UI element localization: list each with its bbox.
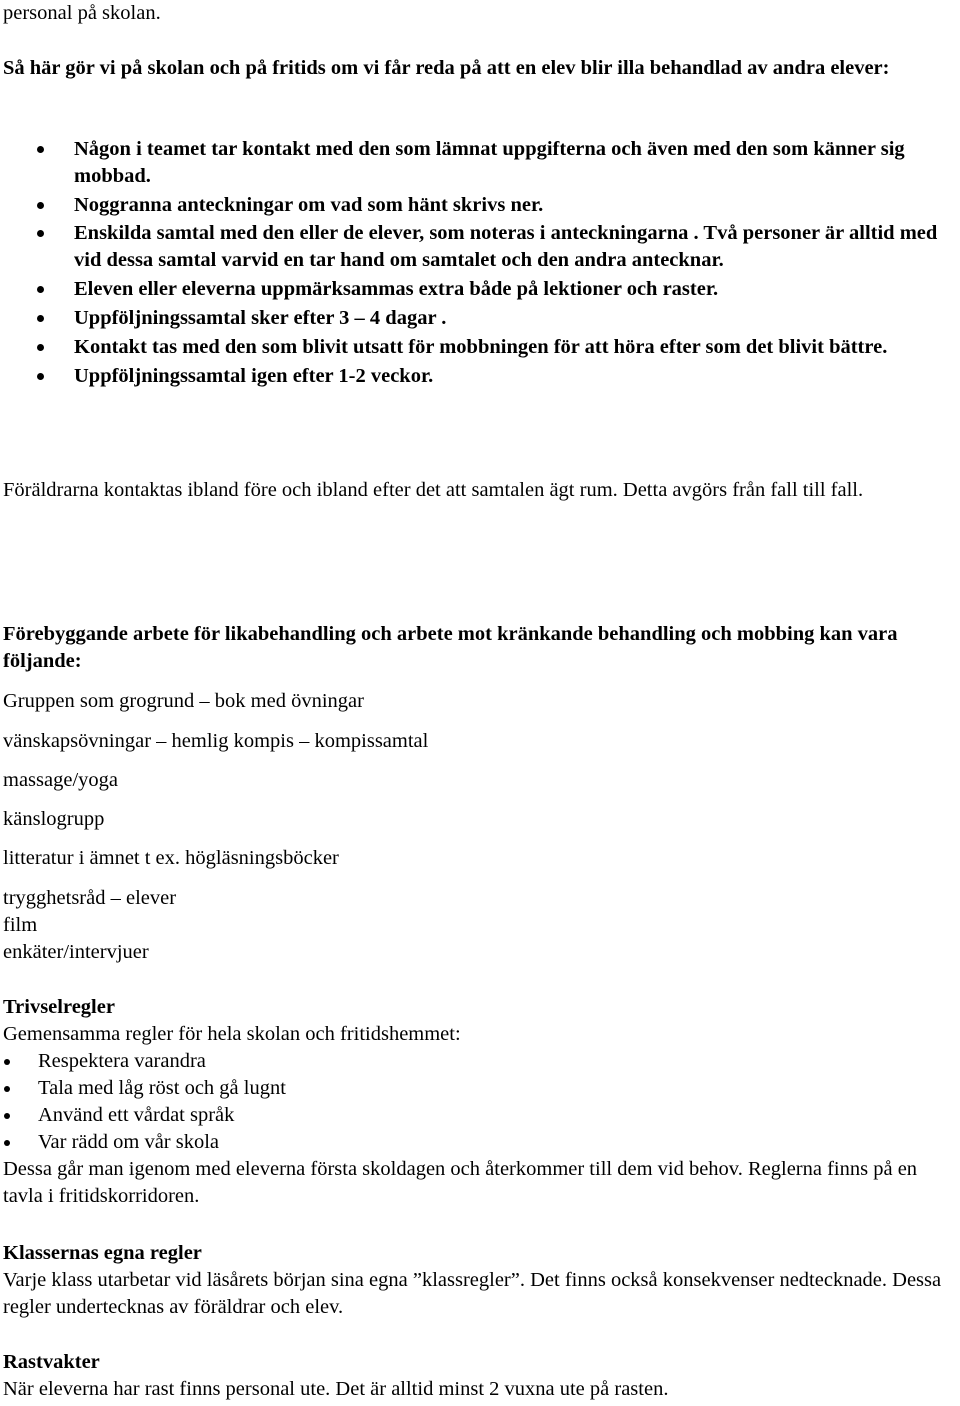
parents-note: Föräldrarna kontaktas ibland före och ibland efter det att samtalen ägt rum. Detta avgörs från fall till fall. xyxy=(3,479,864,501)
list-item xyxy=(3,136,951,190)
bullet-icon xyxy=(4,1059,10,1065)
list-item-text: Enskilda samtal med den eller de elever, som noteras i anteckningarna . Två personer är alltid med vid dessa samtal varvid en tar hand om samtalet och den andra antecknar. xyxy=(74,222,938,271)
list-item-text: Eleven eller eleverna uppmärksammas extra både på lektioner och raster. xyxy=(74,278,719,300)
rast-text: När eleverna har rast finns personal ute. Det är alltid minst 2 vuxna ute på rasten. xyxy=(3,1378,669,1400)
trivsel-heading: Trivselregler xyxy=(3,996,115,1018)
list-item: känslogrupp xyxy=(3,808,105,830)
handling-heading: Så här gör vi på skolan och på fritids om vi får reda på att en elev blir illa behandlad av andra elever: xyxy=(3,57,890,79)
bullet-icon xyxy=(4,1086,10,1092)
list-item-text: Någon i teamet tar kontakt med den som lämnat uppgifterna och även med den som känner sig mobbad. xyxy=(74,138,905,187)
list-item: vänskapsövningar – hemlig kompis – kompissamtal xyxy=(3,730,429,752)
list-item-text: Använd ett vårdat språk xyxy=(38,1104,235,1126)
bullet-icon xyxy=(37,202,44,209)
list-item-text: Tala med låg röst och gå lugnt xyxy=(38,1077,286,1099)
trivsel-rules-list xyxy=(3,1048,953,1156)
list-item xyxy=(3,1102,953,1129)
prevention-heading: Förebyggande arbete för likabehandling och arbete mot kränkande behandling och mobbing kan vara följande: xyxy=(3,623,898,672)
klass-heading: Klassernas egna regler xyxy=(3,1242,202,1264)
bullet-icon xyxy=(4,1140,10,1146)
list-item xyxy=(3,305,951,332)
list-item-text: Respektera varandra xyxy=(38,1050,206,1072)
list-item xyxy=(3,1075,953,1102)
klass-text: Varje klass utarbetar vid läsårets början sina egna ”klassregler”. Det finns också konsekvenser nedtecknade. Dessa regler undertecknas av föräldrar och elev. xyxy=(3,1269,942,1318)
list-item-text: Uppföljningssamtal igen efter 1-2 veckor. xyxy=(74,365,434,387)
list-item xyxy=(3,276,951,303)
list-item-text: Noggranna anteckningar om vad som hänt skrivs ner. xyxy=(74,194,544,216)
list-item: enkäter/intervjuer xyxy=(3,941,149,963)
bullet-icon xyxy=(37,315,44,322)
list-item xyxy=(3,192,951,219)
list-item xyxy=(3,363,951,390)
bullet-icon xyxy=(37,146,44,153)
list-item xyxy=(3,334,951,361)
list-item: Gruppen som grogrund – bok med övningar xyxy=(3,690,364,712)
list-item-text: Var rädd om vår skola xyxy=(38,1131,220,1153)
bullet-icon xyxy=(37,344,44,351)
bullet-icon xyxy=(37,230,44,237)
list-item xyxy=(3,1048,953,1075)
bullet-icon xyxy=(37,373,44,380)
rast-section xyxy=(3,1349,953,1403)
list-item: litteratur i ämnet t ex. högläsningsböcker xyxy=(3,847,339,869)
list-item: film xyxy=(3,914,38,936)
list-item xyxy=(3,1129,953,1156)
trivsel-outro: Dessa går man igenom med eleverna första skoldagen och återkommer till dem vid behov. Reglerna finns på en tavla i fritidskorridoren. xyxy=(3,1158,918,1207)
rast-heading: Rastvakter xyxy=(3,1351,100,1373)
klass-section xyxy=(3,1240,953,1321)
trivsel-intro: Gemensamma regler för hela skolan och fritidshemmet: xyxy=(3,1023,461,1045)
intro-text: personal på skolan. xyxy=(3,2,161,24)
list-item: trygghetsråd – elever xyxy=(3,887,177,909)
trivsel-section xyxy=(3,994,953,1210)
bullet-icon xyxy=(4,1113,10,1119)
list-item-text: Uppföljningssamtal sker efter 3 – 4 dagar . xyxy=(74,307,447,329)
list-item-text: Kontakt tas med den som blivit utsatt för mobbningen för att höra efter som det blivit bättre. xyxy=(74,336,888,358)
list-item: massage/yoga xyxy=(3,769,118,791)
handling-steps-list xyxy=(3,136,951,392)
bullet-icon xyxy=(37,286,44,293)
list-item xyxy=(3,220,951,274)
